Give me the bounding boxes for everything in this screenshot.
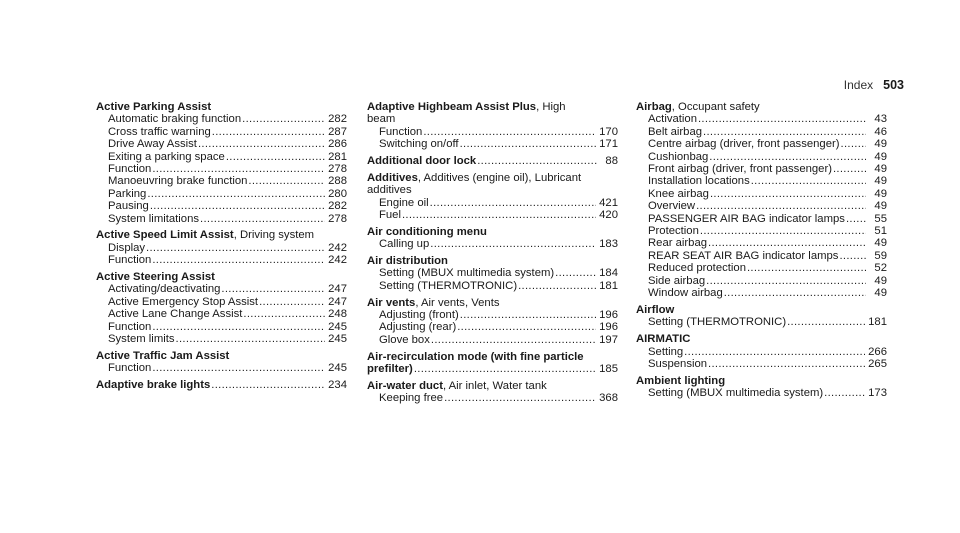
dot-leader <box>414 363 596 375</box>
page-reference[interactable]: 183 <box>599 238 618 251</box>
page-reference[interactable]: 245 <box>328 320 347 333</box>
index-subentry[interactable] <box>367 334 618 346</box>
dot-leader <box>402 209 596 221</box>
index-subentry[interactable] <box>636 287 887 299</box>
index-term-with-page[interactable] <box>367 155 618 167</box>
index-subentry[interactable] <box>636 175 887 187</box>
index-term <box>96 229 347 241</box>
index-subentry[interactable] <box>636 225 887 237</box>
entry-text: Side airbag <box>648 274 706 287</box>
entry-text: Activation <box>648 113 697 126</box>
dot-leader <box>430 197 597 209</box>
entry-text: Setting (MBUX multimedia system) <box>648 387 824 400</box>
page-reference[interactable]: 287 <box>328 125 347 138</box>
term-text: Adaptive Highbeam Assist Plus <box>367 101 537 113</box>
index-subentry[interactable] <box>636 138 887 150</box>
index-subentry[interactable] <box>96 175 347 187</box>
page-reference[interactable]: 242 <box>328 241 347 254</box>
dot-leader <box>198 138 325 150</box>
index-subentry[interactable] <box>636 126 887 138</box>
entry-text: Window airbag <box>648 287 723 300</box>
entry-text: Setting <box>648 345 684 358</box>
entry-text: Function <box>108 254 152 267</box>
index-column-3 <box>636 101 887 404</box>
index-subentry[interactable] <box>96 163 347 175</box>
index-subentry[interactable] <box>367 280 618 292</box>
term-see-also: , Air inlet, Water tank <box>442 379 547 392</box>
index-term <box>367 297 618 309</box>
index-subentry[interactable] <box>636 213 887 225</box>
dot-leader <box>751 175 866 187</box>
entry-text: Pausing <box>108 200 149 213</box>
page-reference[interactable]: 421 <box>599 196 618 209</box>
entry-text: Display <box>108 241 146 254</box>
index-term <box>96 271 347 283</box>
index-subentry[interactable] <box>636 346 887 358</box>
term-continuation: additives <box>367 184 412 197</box>
entry-text: Manoeuvring brake function <box>108 175 248 188</box>
page-reference[interactable]: 288 <box>328 175 347 188</box>
entry-text: System limitations <box>108 212 200 225</box>
term-see-also: , High <box>536 101 566 113</box>
term-text: Active Steering Assist <box>96 271 215 284</box>
index-term <box>96 350 347 362</box>
page-reference[interactable]: 197 <box>599 333 618 346</box>
index-subentry[interactable] <box>96 113 347 125</box>
dot-leader <box>710 188 866 200</box>
page-reference[interactable]: 286 <box>328 138 347 151</box>
entry-text: REAR SEAT AIR BAG indicator lamps <box>648 249 839 262</box>
page-reference[interactable]: 248 <box>328 308 347 321</box>
entry-text: Activating/deactivating <box>108 283 221 296</box>
dot-leader <box>243 308 325 320</box>
entry-text: Parking <box>108 187 147 200</box>
dot-leader <box>152 254 325 266</box>
dot-leader <box>684 346 865 358</box>
dot-leader <box>212 126 325 138</box>
index-subentry[interactable] <box>636 358 887 370</box>
entry-text: Front airbag (driver, front passenger) <box>648 163 832 176</box>
entry-text: Rear airbag <box>648 237 708 250</box>
index-subentry[interactable] <box>636 188 887 200</box>
term-text: Air-water duct <box>367 379 443 392</box>
index-subentry[interactable] <box>636 387 887 399</box>
index-subentry[interactable] <box>367 392 618 404</box>
term-see-also: , Driving system <box>233 229 315 242</box>
index-term <box>367 351 618 363</box>
entry-text: Adaptive brake lights <box>96 379 211 392</box>
term-text: Additives <box>367 171 418 184</box>
index-subentry[interactable] <box>96 296 347 308</box>
index-subentry[interactable] <box>636 113 887 125</box>
term-text: Active Traffic Jam Assist <box>96 349 230 362</box>
page-reference[interactable]: 265 <box>868 357 887 370</box>
page-reference[interactable]: 88 <box>605 155 618 168</box>
entry-text: Drive Away Assist <box>108 138 197 151</box>
page-reference[interactable]: 49 <box>874 150 887 163</box>
dot-leader <box>457 321 596 333</box>
page-reference[interactable]: 49 <box>874 274 887 287</box>
index-entry <box>367 351 618 376</box>
page-reference[interactable]: 278 <box>328 212 347 225</box>
index-term <box>367 380 618 392</box>
index-term <box>636 375 887 387</box>
index-subentry[interactable] <box>367 321 618 333</box>
dot-leader <box>460 309 596 321</box>
index-entry <box>96 101 347 225</box>
page-header <box>844 78 904 92</box>
dot-leader <box>430 238 596 250</box>
dot-leader <box>518 280 596 292</box>
page-reference[interactable]: 59 <box>874 249 887 262</box>
dot-leader <box>150 200 325 212</box>
index-entry <box>367 155 618 167</box>
term-text: Airflow <box>636 303 675 316</box>
index-term <box>367 101 618 113</box>
page-reference[interactable]: 46 <box>874 125 887 138</box>
page-reference[interactable]: 49 <box>874 163 887 176</box>
page-reference[interactable]: 420 <box>599 209 618 222</box>
entry-text: prefilter) <box>367 363 413 376</box>
dot-leader <box>747 262 866 274</box>
page-reference[interactable]: 280 <box>328 187 347 200</box>
index-subentry[interactable] <box>636 151 887 163</box>
entry-text: Protection <box>648 225 699 238</box>
entry-text: Function <box>108 163 152 176</box>
index-subentry[interactable] <box>96 200 347 212</box>
page-reference[interactable]: 368 <box>599 392 618 405</box>
term-text: Air vents <box>367 296 416 309</box>
entry-text: Calling up <box>379 238 430 251</box>
index-entry <box>96 271 347 345</box>
page-reference[interactable]: 171 <box>599 138 618 151</box>
dot-leader <box>431 334 596 346</box>
page-reference[interactable]: 184 <box>599 267 618 280</box>
dot-leader <box>146 242 325 254</box>
entry-text: Setting (THERMOTRONIC) <box>379 279 518 292</box>
entry-text: Setting (MBUX multimedia system) <box>379 267 555 280</box>
term-see-also: , Additives (engine oil), Lubricant <box>417 171 582 184</box>
index-subentry[interactable] <box>367 267 618 279</box>
dot-leader <box>787 316 865 328</box>
index-entry <box>367 380 618 405</box>
dot-leader <box>221 283 325 295</box>
term-text: Ambient lighting <box>636 374 726 387</box>
dot-leader <box>242 113 325 125</box>
entry-text: Cushionbag <box>648 150 709 163</box>
dot-leader <box>176 333 326 345</box>
index-entry <box>367 101 618 151</box>
dot-leader <box>423 126 596 138</box>
index-subentry[interactable] <box>96 188 347 200</box>
dot-leader <box>460 138 597 150</box>
dot-leader <box>839 250 866 262</box>
entry-text: Exiting a parking space <box>108 150 225 163</box>
dot-leader <box>724 287 866 299</box>
index-entry <box>367 297 618 347</box>
index-column-2 <box>367 101 618 409</box>
dot-leader <box>703 126 866 138</box>
entry-text: System limits <box>108 333 175 346</box>
index-entry <box>96 229 347 266</box>
index-term <box>636 333 887 345</box>
index-subentry[interactable] <box>96 321 347 333</box>
index-entry <box>367 255 618 292</box>
index-subentry[interactable] <box>96 151 347 163</box>
index-term <box>636 101 887 113</box>
index-subentry[interactable] <box>367 126 618 138</box>
entry-text: Installation locations <box>648 175 750 188</box>
index-subentry[interactable] <box>96 213 347 225</box>
index-term-with-page[interactable] <box>96 379 347 391</box>
index-entry <box>367 172 618 222</box>
entry-text: Fuel <box>379 209 401 222</box>
index-term <box>367 226 618 238</box>
entry-text: Glove box <box>379 333 430 346</box>
page-reference[interactable]: 247 <box>328 295 347 308</box>
page-reference[interactable]: 196 <box>599 309 618 322</box>
index-subentry[interactable] <box>367 238 618 250</box>
page-reference[interactable]: 281 <box>328 150 347 163</box>
entry-text: Suspension <box>648 357 708 370</box>
index-entry <box>636 333 887 370</box>
index-subentry[interactable] <box>96 283 347 295</box>
term-text: Active Parking Assist <box>96 101 212 113</box>
dot-leader <box>696 200 866 212</box>
index-subentry[interactable] <box>367 309 618 321</box>
index-subentry[interactable] <box>96 333 347 345</box>
page-reference[interactable]: 266 <box>868 345 887 358</box>
index-subentry[interactable] <box>96 126 347 138</box>
entry-text: Overview <box>648 200 696 213</box>
index-term-with-page[interactable] <box>367 363 618 375</box>
term-text: Airbag <box>636 101 672 113</box>
term-see-also: , Air vents, Vents <box>415 296 500 309</box>
index-subentry[interactable] <box>367 138 618 150</box>
dot-leader <box>846 213 866 225</box>
page-reference[interactable]: 181 <box>868 316 887 329</box>
index-entry <box>636 375 887 400</box>
page-reference[interactable]: 43 <box>874 113 887 126</box>
index-label: Index <box>843 78 874 92</box>
dot-leader <box>833 163 866 175</box>
entry-text: Cross traffic warning <box>108 125 211 138</box>
dot-leader <box>200 213 325 225</box>
page-reference[interactable]: 52 <box>874 262 887 275</box>
entry-text: Knee airbag <box>648 187 709 200</box>
index-subentry[interactable] <box>636 250 887 262</box>
dot-leader <box>152 362 325 374</box>
dot-leader <box>444 392 596 404</box>
index-entry <box>636 101 887 300</box>
dot-leader <box>259 296 325 308</box>
dot-leader <box>708 358 865 370</box>
page-reference[interactable]: 49 <box>874 175 887 188</box>
dot-leader <box>709 151 866 163</box>
page-reference[interactable]: 49 <box>874 187 887 200</box>
term-text: Active Speed Limit Assist <box>96 229 234 242</box>
dot-leader <box>698 113 866 125</box>
dot-leader <box>555 267 596 279</box>
page-reference[interactable]: 170 <box>599 125 618 138</box>
entry-text: Active Emergency Stop Assist <box>108 295 259 308</box>
page-reference[interactable]: 196 <box>599 321 618 334</box>
index-subentry[interactable] <box>367 209 618 221</box>
dot-leader <box>152 163 325 175</box>
page-reference[interactable]: 242 <box>328 254 347 267</box>
index-entry <box>636 304 887 329</box>
entry-text: Setting (THERMOTRONIC) <box>648 316 787 329</box>
entry-text: Keeping free <box>379 392 444 405</box>
index-subentry[interactable] <box>636 237 887 249</box>
term-text: AIRMATIC <box>636 333 691 346</box>
entry-text: Belt airbag <box>648 125 703 138</box>
index-column-1 <box>96 101 347 396</box>
entry-text: Function <box>379 125 423 138</box>
dot-leader <box>211 379 325 391</box>
index-subentry[interactable] <box>636 262 887 274</box>
page-reference[interactable]: 49 <box>874 237 887 250</box>
index-subentry[interactable] <box>367 197 618 209</box>
index-subentry[interactable] <box>636 200 887 212</box>
entry-text: Function <box>108 362 152 375</box>
page-reference[interactable]: 282 <box>328 113 347 126</box>
page-reference[interactable]: 55 <box>874 212 887 225</box>
entry-text: Centre airbag (driver, front passenger) <box>648 138 840 151</box>
index-subentry[interactable] <box>96 242 347 254</box>
entry-text: Function <box>108 320 152 333</box>
index-subentry[interactable] <box>96 254 347 266</box>
entry-text: Adjusting (rear) <box>379 321 457 334</box>
index-subentry[interactable] <box>96 138 347 150</box>
index-term <box>367 255 618 267</box>
index-term <box>367 172 618 184</box>
entry-text: Switching on/off <box>379 138 459 151</box>
index-entry <box>367 226 618 251</box>
page-reference[interactable]: 185 <box>599 363 618 376</box>
page-reference[interactable]: 245 <box>328 333 347 346</box>
index-subentry[interactable] <box>636 163 887 175</box>
term-continuation: beam <box>367 113 396 126</box>
entry-text: Adjusting (front) <box>379 309 459 322</box>
entry-text: Reduced protection <box>648 262 746 275</box>
entry-text: Engine oil <box>379 196 429 209</box>
page-reference[interactable]: 49 <box>874 138 887 151</box>
term-text: Air conditioning menu <box>367 225 487 238</box>
dot-leader <box>824 387 865 399</box>
index-subentry[interactable] <box>96 308 347 320</box>
index-subentry[interactable] <box>96 362 347 374</box>
term-text: Air distribution <box>367 255 448 268</box>
entry-text: Additional door lock <box>367 155 477 168</box>
term-text: Air-recirculation mode (with fine particle <box>367 350 584 363</box>
dot-leader <box>226 151 325 163</box>
entry-text: Automatic braking function <box>108 113 242 126</box>
index-subentry[interactable] <box>636 275 887 287</box>
page-reference[interactable]: 173 <box>868 387 887 400</box>
index-entry <box>96 379 347 391</box>
entry-text: Active Lane Change Assist <box>108 308 243 321</box>
dot-leader <box>248 175 325 187</box>
page-reference[interactable]: 181 <box>599 279 618 292</box>
page-reference[interactable]: 49 <box>874 200 887 213</box>
dot-leader <box>706 275 866 287</box>
index-entry <box>96 350 347 375</box>
dot-leader <box>841 138 866 150</box>
index-subentry[interactable] <box>636 316 887 328</box>
page-reference[interactable]: 278 <box>328 163 347 176</box>
page-reference[interactable]: 51 <box>874 225 887 238</box>
page-reference[interactable]: 234 <box>328 379 347 392</box>
term-see-also: , Occupant safety <box>671 101 760 113</box>
page-reference[interactable]: 49 <box>874 287 887 300</box>
entry-text: PASSENGER AIR BAG indicator lamps <box>648 212 845 225</box>
dot-leader <box>477 155 597 167</box>
page-reference[interactable]: 245 <box>328 362 347 375</box>
page-reference[interactable]: 247 <box>328 283 347 296</box>
dot-leader <box>708 237 866 249</box>
index-term <box>636 304 887 316</box>
index-term <box>96 101 347 113</box>
dot-leader <box>147 188 325 200</box>
page-reference[interactable]: 282 <box>328 200 347 213</box>
dot-leader <box>152 321 325 333</box>
dot-leader <box>700 225 866 237</box>
page-number: 503 <box>883 78 904 92</box>
